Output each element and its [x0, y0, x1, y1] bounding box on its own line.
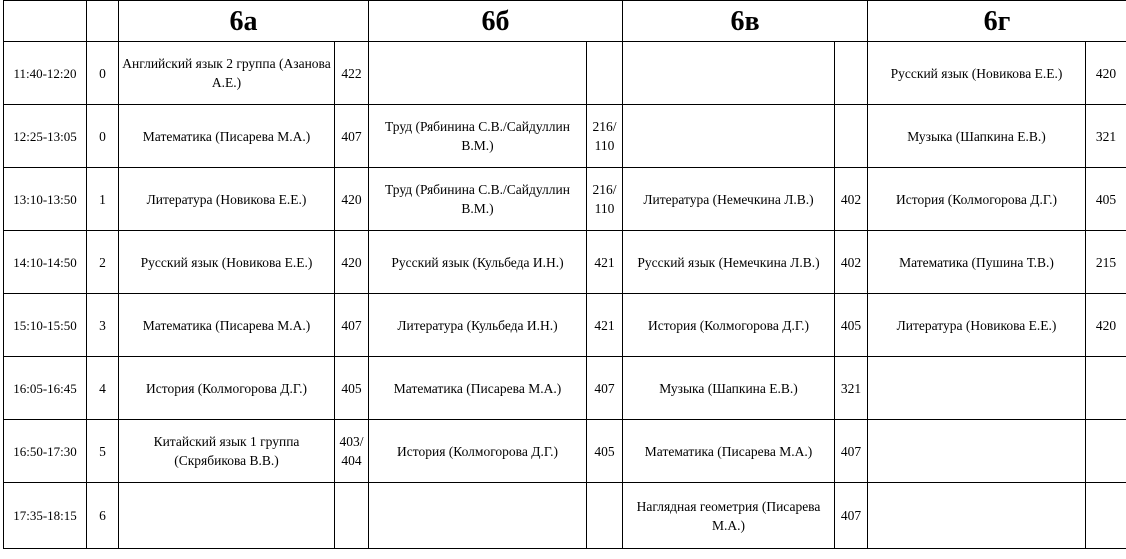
subject-cell: Математика (Пушина Т.В.) [868, 231, 1086, 294]
room-cell: 403/ 404 [335, 420, 369, 483]
table-row [4, 294, 1126, 357]
subject-cell: История (Колмогорова Д.Г.) [623, 294, 835, 357]
room-cell [587, 483, 623, 549]
lesson-number: 3 [87, 294, 119, 357]
subject-cell [868, 420, 1086, 483]
lesson-number: 5 [87, 420, 119, 483]
subject-cell [119, 483, 335, 549]
room-cell [835, 42, 868, 105]
subject-cell: Литература (Новикова Е.Е.) [119, 168, 335, 231]
room-cell [1086, 420, 1126, 483]
subject-cell: Китайский язык 1 группа (Скрябикова В.В.) [119, 420, 335, 483]
class-header: 6а [119, 1, 369, 42]
room-cell: 405 [335, 357, 369, 420]
room-cell: 402 [835, 231, 868, 294]
table-row [4, 420, 1126, 483]
lesson-time: 16:50-17:30 [4, 420, 87, 483]
header-row [4, 1, 1126, 42]
room-cell: 420 [335, 168, 369, 231]
subject-cell: Математика (Писарева М.А.) [119, 294, 335, 357]
header-time-blank [4, 1, 87, 42]
lesson-time: 15:10-15:50 [4, 294, 87, 357]
lesson-time: 16:05-16:45 [4, 357, 87, 420]
subject-cell: Русский язык (Новикова Е.Е.) [868, 42, 1086, 105]
table-row [4, 42, 1126, 105]
table-row [4, 168, 1126, 231]
subject-cell [868, 357, 1086, 420]
table-row [4, 357, 1126, 420]
room-cell: 407 [835, 483, 868, 549]
room-cell: 405 [587, 420, 623, 483]
class-header: 6в [623, 1, 868, 42]
subject-cell: Музыка (Шапкина Е.В.) [868, 105, 1086, 168]
subject-cell: Русский язык (Кульбеда И.Н.) [369, 231, 587, 294]
room-cell: 407 [835, 420, 868, 483]
subject-cell [623, 42, 835, 105]
subject-cell: Литература (Немечкина Л.В.) [623, 168, 835, 231]
room-cell: 420 [1086, 42, 1126, 105]
schedule-table [3, 0, 1126, 549]
room-cell: 420 [1086, 294, 1126, 357]
room-cell: 421 [587, 231, 623, 294]
subject-cell: Наглядная геометрия (Писарева М.А.) [623, 483, 835, 549]
subject-cell: Математика (Писарева М.А.) [623, 420, 835, 483]
room-cell [1086, 357, 1126, 420]
room-cell: 407 [587, 357, 623, 420]
subject-cell: История (Колмогорова Д.Г.) [369, 420, 587, 483]
table-row [4, 231, 1126, 294]
subject-cell: Труд (Рябинина С.В./Сайдуллин В.М.) [369, 105, 587, 168]
subject-cell: Английский язык 2 группа (Азанова А.Е.) [119, 42, 335, 105]
subject-cell [868, 483, 1086, 549]
lesson-time: 13:10-13:50 [4, 168, 87, 231]
room-cell [835, 105, 868, 168]
table-row [4, 105, 1126, 168]
room-cell: 321 [835, 357, 868, 420]
room-cell: 321 [1086, 105, 1126, 168]
subject-cell: Русский язык (Новикова Е.Е.) [119, 231, 335, 294]
subject-cell [369, 483, 587, 549]
lesson-number: 0 [87, 42, 119, 105]
lesson-number: 4 [87, 357, 119, 420]
subject-cell: Литература (Новикова Е.Е.) [868, 294, 1086, 357]
lesson-time: 17:35-18:15 [4, 483, 87, 549]
room-cell: 422 [335, 42, 369, 105]
room-cell: 405 [835, 294, 868, 357]
subject-cell: Русский язык (Немечкина Л.В.) [623, 231, 835, 294]
subject-cell: История (Колмогорова Д.Г.) [868, 168, 1086, 231]
subject-cell: Математика (Писарева М.А.) [369, 357, 587, 420]
room-cell: 402 [835, 168, 868, 231]
lesson-time: 12:25-13:05 [4, 105, 87, 168]
subject-cell [623, 105, 835, 168]
subject-cell: Труд (Рябинина С.В./Сайдуллин В.М.) [369, 168, 587, 231]
lesson-time: 11:40-12:20 [4, 42, 87, 105]
lesson-number: 0 [87, 105, 119, 168]
room-cell: 421 [587, 294, 623, 357]
class-header: 6б [369, 1, 623, 42]
table-row [4, 483, 1126, 549]
subject-cell: Литература (Кульбеда И.Н.) [369, 294, 587, 357]
room-cell: 420 [335, 231, 369, 294]
room-cell: 405 [1086, 168, 1126, 231]
lesson-number: 6 [87, 483, 119, 549]
lesson-time: 14:10-14:50 [4, 231, 87, 294]
lesson-number: 2 [87, 231, 119, 294]
header-num-blank [87, 1, 119, 42]
room-cell: 215 [1086, 231, 1126, 294]
room-cell: 407 [335, 105, 369, 168]
subject-cell: Музыка (Шапкина Е.В.) [623, 357, 835, 420]
room-cell: 407 [335, 294, 369, 357]
lesson-number: 1 [87, 168, 119, 231]
room-cell [335, 483, 369, 549]
room-cell [587, 42, 623, 105]
room-cell [1086, 483, 1126, 549]
subject-cell: Математика (Писарева М.А.) [119, 105, 335, 168]
subject-cell [369, 42, 587, 105]
room-cell: 216/ 110 [587, 105, 623, 168]
class-header: 6г [868, 1, 1126, 42]
room-cell: 216/ 110 [587, 168, 623, 231]
subject-cell: История (Колмогорова Д.Г.) [119, 357, 335, 420]
